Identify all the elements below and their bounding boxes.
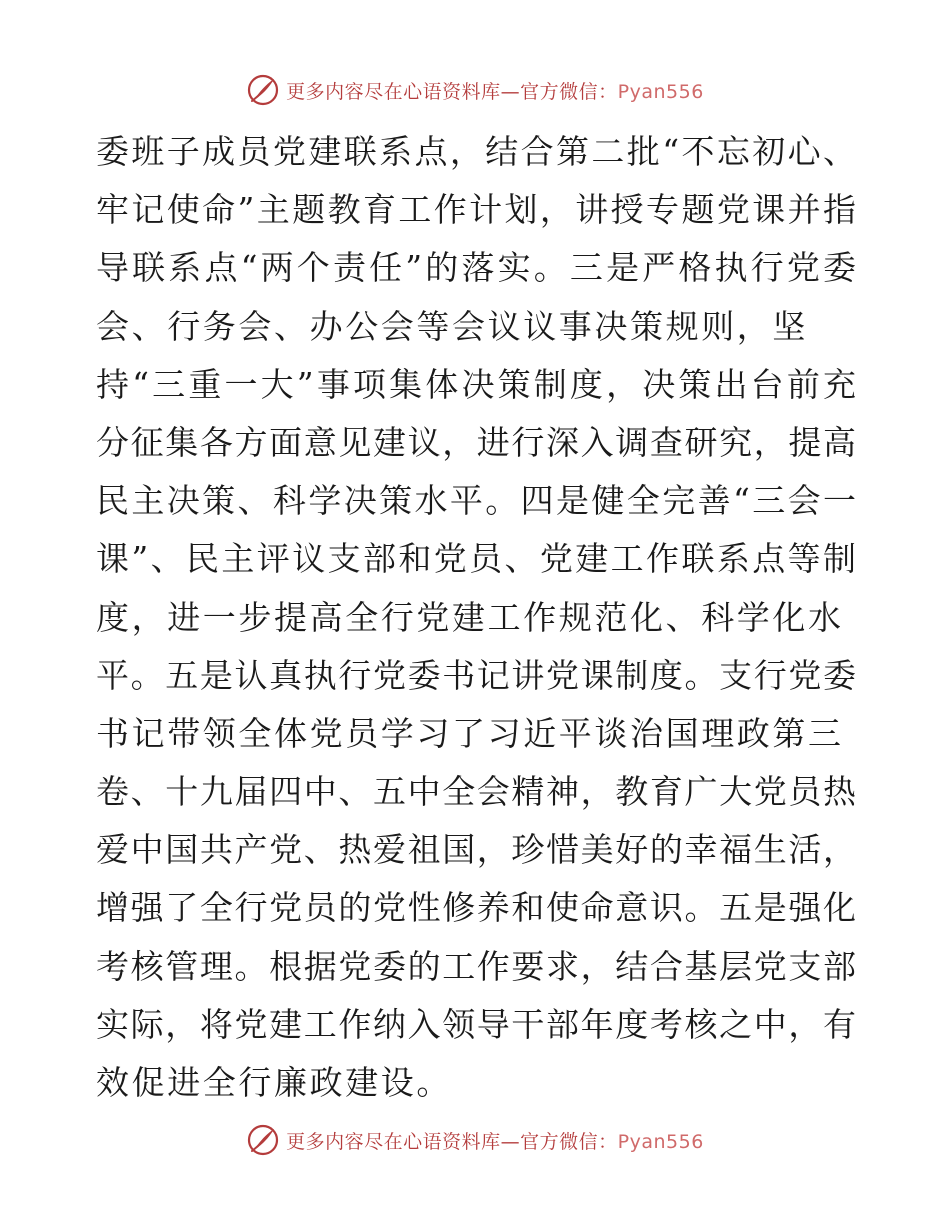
body-line: 度，进一步提高全行党建工作规范化、科学化水 bbox=[96, 597, 844, 637]
banner-text: 更多内容尽在心语资料库—官方微信：Pyan556 bbox=[286, 1130, 704, 1153]
body-line: 导联系点“两个责任”的落实。三是严格执行党委 bbox=[96, 248, 856, 288]
body-line: 增强了全行党员的党性修养和使命意识。五是强化 bbox=[96, 888, 856, 928]
body-line: 效促进全行廉政建设。 bbox=[96, 1063, 452, 1102]
body-line: 书记带领全体党员学习了习近平谈治国理政第三 bbox=[96, 713, 844, 753]
body-line: 课”、民主评议支部和党员、党建工作联系点等制 bbox=[96, 539, 856, 579]
body-line: 牢记使命”主题教育工作计划，讲授专题党课并指 bbox=[96, 190, 856, 230]
wechat-id: Pyan556 bbox=[617, 80, 704, 103]
footer-banner bbox=[0, 1120, 950, 1160]
body-line: 考核管理。根据党委的工作要求，结合基层党支部 bbox=[96, 946, 856, 986]
quill-pen-circle-icon bbox=[246, 73, 280, 107]
body-line: 会、行务会、办公会等会议议事决策规则，坚 bbox=[96, 306, 808, 346]
body-line: 持“三重一大”事项集体决策制度，决策出台前充 bbox=[96, 364, 856, 404]
wechat-id: Pyan556 bbox=[617, 1130, 704, 1153]
banner-text: 更多内容尽在心语资料库—官方微信：Pyan556 bbox=[286, 80, 704, 103]
body-line: 爱中国共产党、热爱祖国，珍惜美好的幸福生活， bbox=[96, 830, 856, 870]
header-banner bbox=[0, 70, 950, 110]
body-line: 卷、十九届四中、五中全会精神，教育广大党员热 bbox=[96, 772, 856, 812]
body-line: 委班子成员党建联系点，结合第二批“不忘初心、 bbox=[96, 132, 856, 171]
document-body bbox=[96, 123, 856, 1112]
body-line: 民主决策、科学决策水平。四是健全完善“三会一 bbox=[96, 481, 856, 521]
body-line: 实际，将党建工作纳入领导干部年度考核之中，有 bbox=[96, 1004, 856, 1044]
body-line: 分征集各方面意见建议，进行深入调查研究，提高 bbox=[96, 422, 856, 462]
body-line: 平。五是认真执行党委书记讲党课制度。支行党委 bbox=[96, 655, 856, 695]
quill-pen-circle-icon bbox=[246, 1123, 280, 1157]
